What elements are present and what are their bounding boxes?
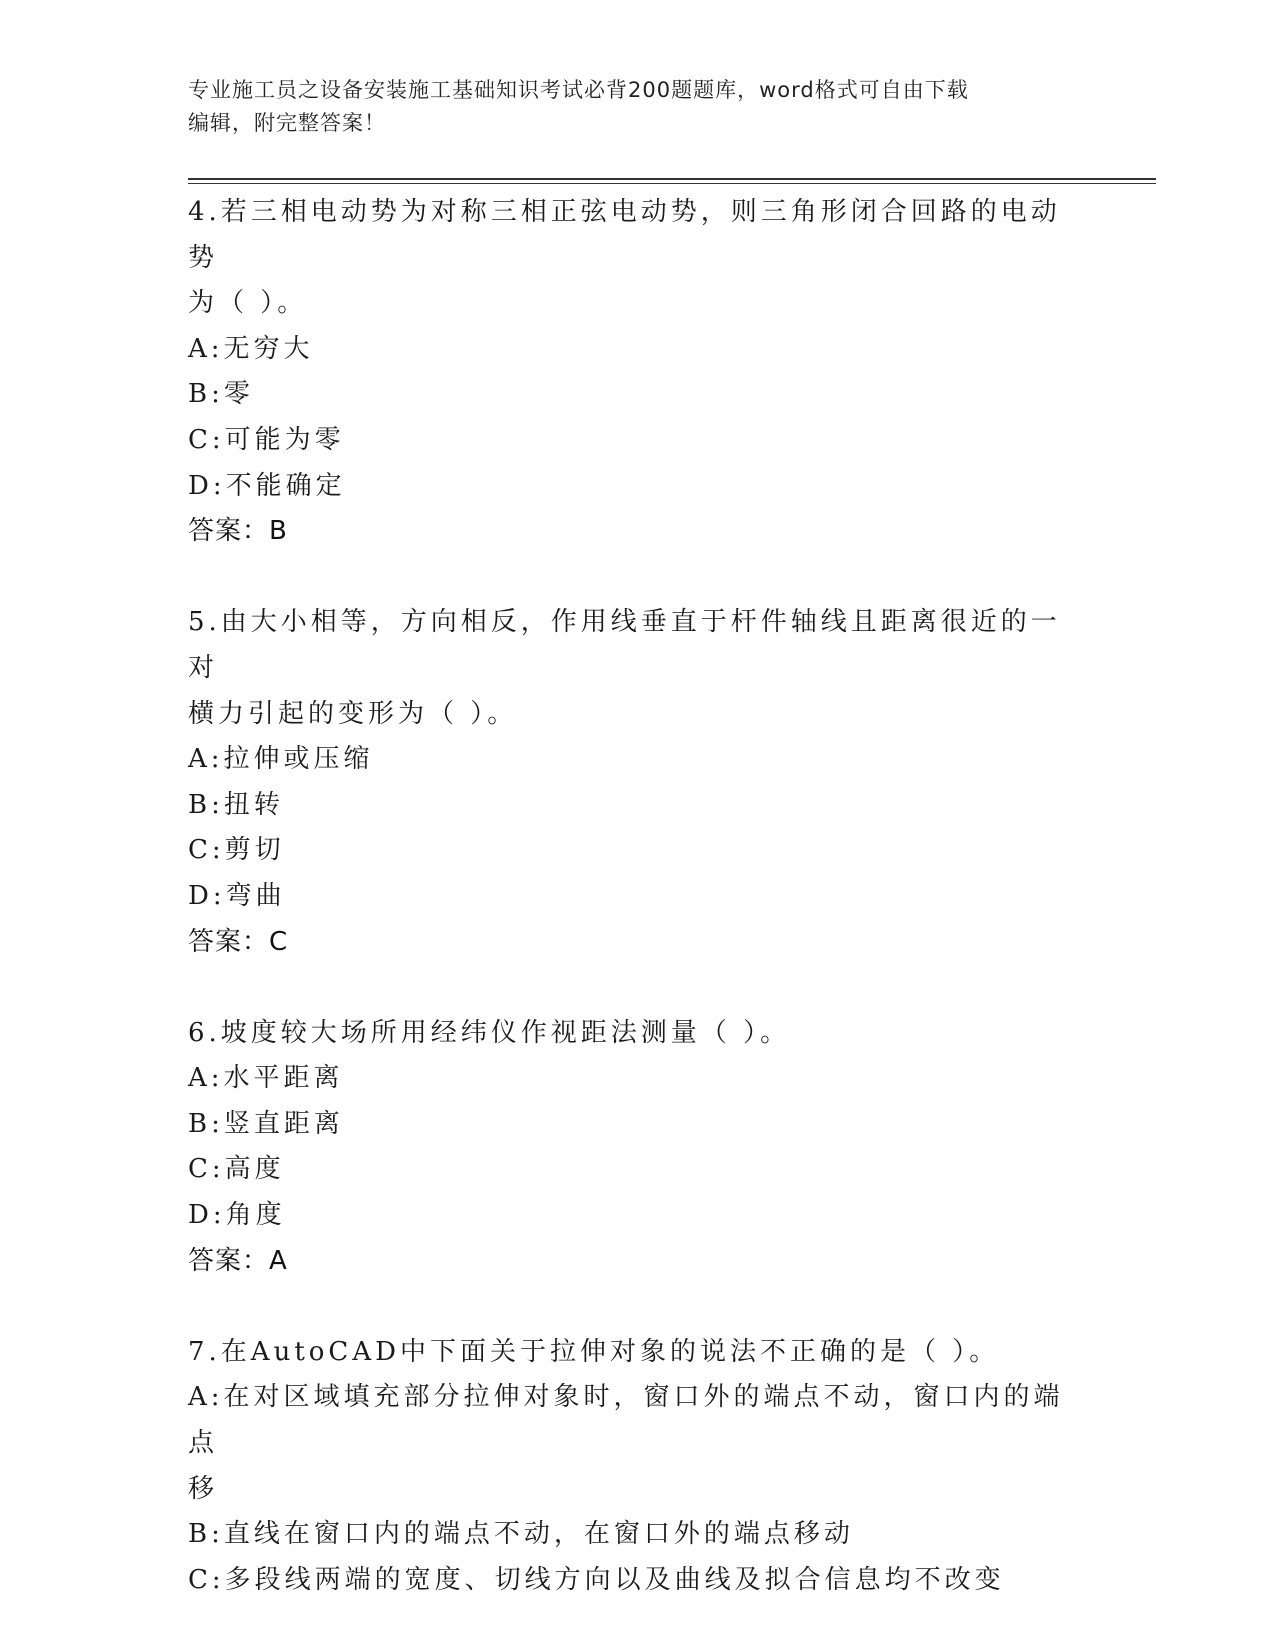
header-line-1: 专业施工员之设备安装施工基础知识考试必背200题题库，word格式可自由下载 [188,78,969,102]
answer-line: 答案：C [188,926,289,957]
option-a: A:水平距离 [188,1063,344,1094]
option-d: D:不能确定 [188,470,346,501]
question-spacer [188,555,1088,601]
option-c: C:多段线两端的宽度、切线方向以及曲线及拟合信息均不改变 [188,1564,1005,1595]
option-a: A:在对区域填充部分拉伸对象时，窗口外的端点不动，窗口内的端点 [188,1382,1064,1459]
question-spacer [188,1284,1088,1330]
question-7 [188,1330,1088,1604]
document-header [188,74,1088,140]
option-d: D:角度 [188,1200,286,1231]
question-stem-line: 4.若三相电动势为对称三相正弦电动势，则三角形闭合回路的电动势 [188,197,1061,273]
question-4 [188,190,1088,555]
header-divider-thick [188,178,1156,180]
question-stem-line: 5.由大小相等，方向相反，作用线垂直于杆件轴线且距离很近的一对 [188,607,1061,683]
header-divider-thin [188,183,1156,184]
option-c: C:剪切 [188,835,285,866]
answer-line: 答案：B [188,516,288,547]
option-a-continued: 移 [188,1473,219,1504]
option-a: A:拉伸或压缩 [188,744,374,775]
option-b: B:零 [188,379,254,410]
option-c: C:可能为零 [188,424,345,455]
option-b: B:扭转 [188,789,284,820]
question-stem-line: 6.坡度较大场所用经纬仪作视距法测量（ ）。 [188,1017,791,1048]
option-b: B:直线在窗口内的端点不动，在窗口外的端点移动 [188,1519,854,1550]
question-spacer [188,965,1088,1011]
question-6 [188,1011,1088,1285]
option-b: B:竖直距离 [188,1108,344,1139]
header-line-2: 编辑，附完整答案！ [188,111,386,135]
option-a: A:无穷大 [188,333,314,364]
question-stem-line: 横力引起的变形为（ ）。 [188,698,518,729]
question-list [188,190,1088,1603]
answer-line: 答案：A [188,1245,288,1276]
option-c: C:高度 [188,1154,285,1185]
question-stem-line: 为（ ）。 [188,288,308,319]
question-5 [188,600,1088,965]
question-stem-line: 7.在AutoCAD中下面关于拉伸对象的说法不正确的是（ ）。 [188,1336,1000,1367]
option-d: D:弯曲 [188,880,286,911]
